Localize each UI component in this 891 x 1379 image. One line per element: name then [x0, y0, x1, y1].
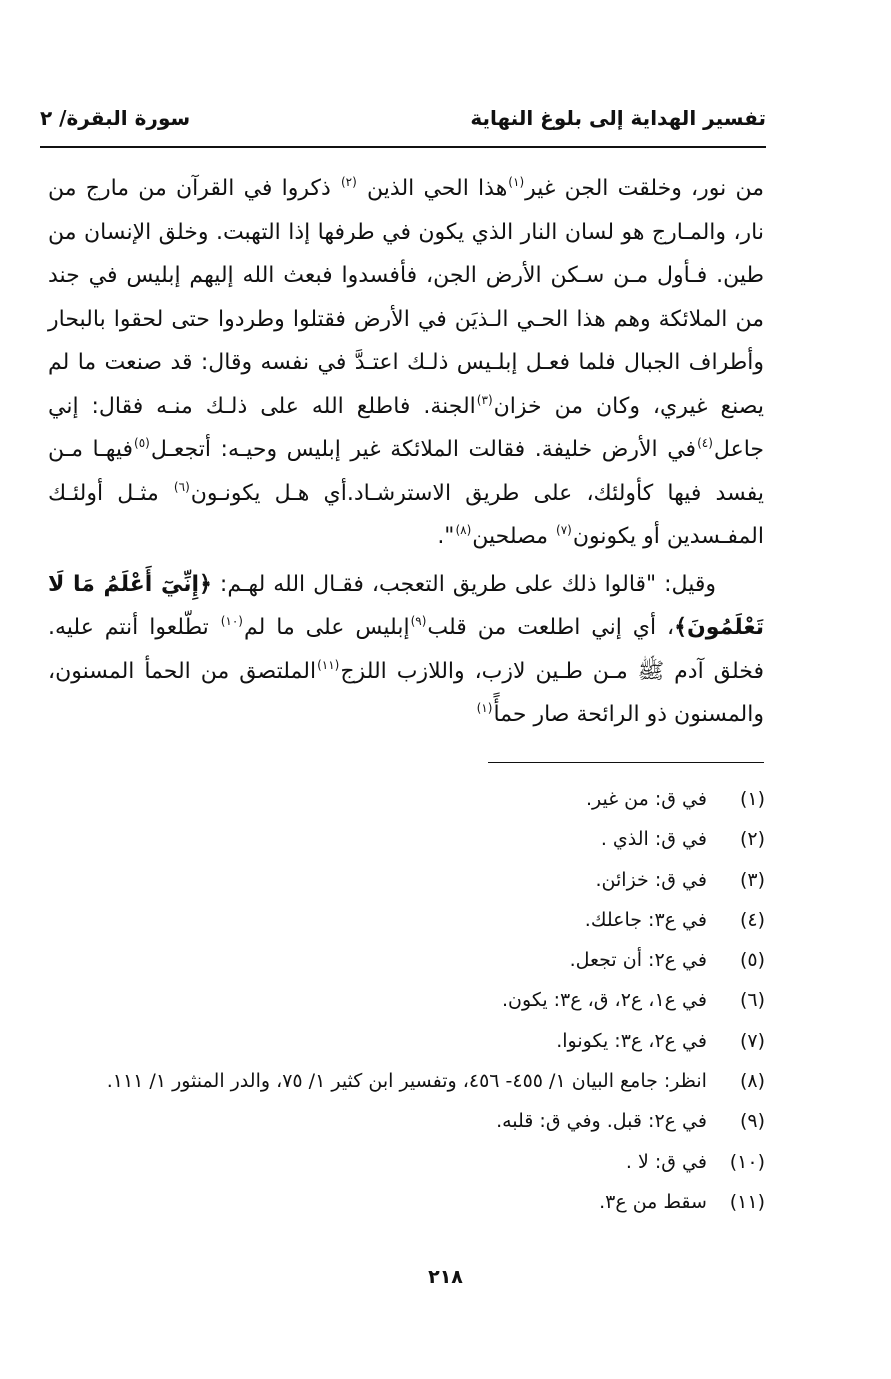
footnote-text: في ع٣: جاعلك. — [584, 908, 707, 931]
text-run: الجنة. فاطلع الله على ذلـك منـه فقال: إني جاعل — [48, 393, 764, 462]
footnote-list — [90, 785, 765, 1228]
footnote-text: في ع٢، ع٣: يكونوا. — [556, 1029, 707, 1052]
book-title: تفسير الهداية إلى بلوغ النهاية — [470, 106, 766, 130]
main-text — [48, 167, 764, 737]
text-run: في الأرض خليفة. فقالت الملائكة غير إبليس وحيـه: أتجعـل — [150, 437, 697, 462]
footnote-item — [90, 906, 765, 946]
footnote-item — [90, 866, 765, 906]
footnote-text: في ق: من غير. — [585, 788, 707, 810]
footnote-marker-4: (٤) — [697, 436, 713, 450]
footnote-item — [90, 986, 765, 1026]
footnote-divider — [488, 762, 764, 763]
footnote-number: (٢) — [739, 828, 765, 851]
footnote-number: (٧) — [739, 1029, 765, 1052]
footnote-item — [90, 1027, 765, 1067]
text-run: من نور، وخلقت الجن غير — [525, 176, 764, 201]
footnote-number: (٤) — [739, 908, 765, 931]
footnote-number: (٩) — [739, 1110, 765, 1133]
text-run: إبليس على ما لم — [243, 615, 410, 640]
footnote-marker-3: (٣) — [476, 392, 493, 407]
footnote-text: في ع٢: أن تجعل. — [569, 949, 707, 972]
footnote-number: (١٠) — [729, 1150, 765, 1173]
text-run: مثـل أولئـك المفـسدين أو يكونون — [48, 480, 764, 549]
footnote-number: (٥) — [739, 949, 765, 972]
text-run: تطّلعوا أنتم عليه. فخلق آدم ﷺ مـن طـين لازب، واللازب اللزج — [48, 615, 765, 684]
footnote-text: في ق: لا . — [625, 1150, 707, 1173]
text-run: هذا الحي الذين — [357, 176, 508, 201]
footnote-text: في ق: خزائن. — [595, 868, 707, 891]
text-run: ذكروا في القرآن من مارج من نار، والمـارج هو لسان النار الذي يكون في طرفها إذا التهبت. وخلق الإنسان من طين. فـأول مـن سـكن الأرض الجن، فأفسدوا فبعث الله إليهم إبليس في جند من الملائكة وهم هذا الحـي الـذيَن في الأرض فقتلوا وطردوا حتى لحقوا بالبحار وأطراف الجبال فلما فعـل إبلـيس ذلـك اعتـدَّ في نفسه وقال: قد صنعت ما لم يصنع غيري، وكان من خزان — [48, 176, 764, 419]
footnote-item — [90, 946, 765, 986]
footnote-marker-10: (١٠) — [220, 614, 243, 628]
footnote-text: انظر: جامع البيان ١/ ٤٥٥- ٤٥٦، وتفسير ابن كثير ١/ ٧٥، والدر المنثور ١/ ١١١. — [106, 1070, 707, 1093]
footnote-marker-2: (٢) — [340, 175, 357, 189]
footnote-item — [90, 1188, 765, 1228]
footnote-item — [90, 1107, 765, 1147]
footnote-item — [90, 825, 765, 865]
footnote-marker-5: (٥) — [134, 436, 150, 450]
footnote-marker-1: (١) — [508, 175, 525, 189]
footnote-text: سقط من ع٣. — [599, 1190, 707, 1213]
footnote-number: (٦) — [739, 989, 765, 1012]
footnote-marker-11: (١١) — [317, 657, 340, 672]
footnote-text: في ع٢: قبل. وفي ق: قلبه. — [496, 1110, 707, 1133]
text-run: مصلحين — [472, 524, 555, 549]
footnote-item — [90, 785, 765, 825]
text-run: وقيل: "قالوا ذلك على طريق التعجب، فقـال الله لهـم: — [211, 571, 716, 597]
paragraph-2 — [48, 563, 764, 737]
page-number: ٢١٨ — [428, 1266, 463, 1288]
footnote-text: في ع١، ع٢، ق، ع٣: يكون. — [502, 989, 707, 1012]
text-run: ". — [437, 524, 455, 549]
footnote-item — [90, 1148, 765, 1188]
footnote-marker-6: (٦) — [173, 479, 190, 494]
footnote-number: (١) — [739, 788, 765, 810]
running-header — [40, 106, 766, 144]
footnote-item — [90, 1067, 765, 1107]
footnote-marker-7: (٧) — [556, 523, 572, 537]
footnote-marker-8: (٨) — [455, 523, 472, 537]
surah-label: سورة البقرة/ ٢ — [40, 106, 191, 130]
footnote-number: (١١) — [729, 1190, 765, 1213]
footnote-marker-next-page: (١) — [476, 701, 493, 715]
footnote-number: (٨) — [739, 1070, 765, 1093]
footnote-text: في ق: الذي . — [600, 828, 707, 851]
quran-verse: ﴿إِنِّيٓ أَعْلَمُ مَا لَا تَعْلَمُونَ﴾ — [48, 571, 764, 640]
footnote-marker-9: (٩) — [410, 614, 427, 628]
footnote-number: (٣) — [739, 868, 765, 891]
text-run: الملتصق من الحمأ المسنون، والمسنون ذو الرائحة صار حمأً — [48, 658, 764, 727]
text-run: فيهـا مـن يفسد فيها كأولئك، على طريق الاسترشـاد.أي هـل يكونـون — [48, 437, 764, 506]
paragraph-1 — [48, 167, 764, 559]
text-run: ، أي إني اطلعت من قلب — [427, 615, 675, 640]
header-divider — [40, 146, 766, 148]
